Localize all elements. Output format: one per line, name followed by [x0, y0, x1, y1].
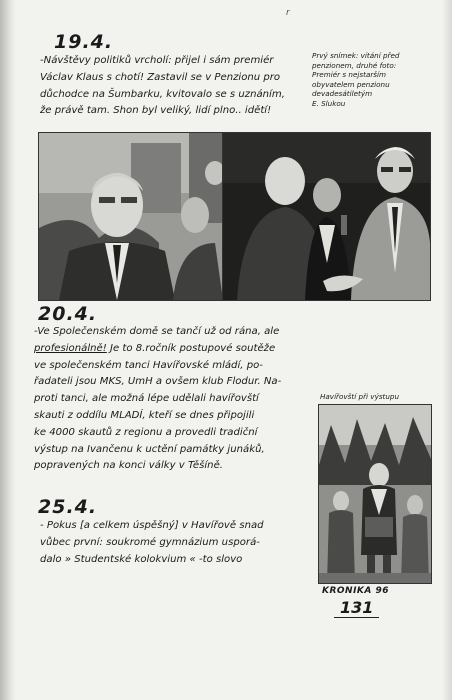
caption-line-1: Prvý snímek: vítání před	[312, 51, 400, 60]
entry-1-line-4: že právě tam. Shon byl veliký, lidí plno.. idětí!	[40, 105, 272, 117]
entry-2-line-6: skauti z oddílu MLADÍ, kteří se dnes připojili	[34, 409, 255, 421]
entry-1-line-1: -Návštěvy politiků vrcholí: přijel i sám premiér	[40, 55, 274, 66]
photo-caption-scouts	[320, 392, 399, 402]
entry-text-2	[34, 324, 314, 475]
entry-date-3: 25.4.	[38, 496, 98, 518]
photo-scouts-image	[319, 405, 431, 583]
photo-premier-image	[39, 133, 223, 300]
photo-greeting-image	[223, 133, 430, 300]
entry-date-1: 19.4.	[54, 31, 114, 53]
entry-3-line-3: dalo » Studentské kolokvium « -to slovo	[40, 553, 243, 565]
entry-2-line-5: proti tanci, ale možná lépe udělali havířovští	[34, 393, 259, 405]
caption-line-3: Premiér s nejstarším	[312, 70, 387, 80]
chronicle-label: KRONIKA 96	[322, 586, 390, 596]
entry-2-line-7: ke 4000 skautů z regionu a provedli tradiční	[34, 426, 258, 438]
entry-2-line-1: -Ve Společenském domě se tančí už od rána, ale	[34, 326, 280, 337]
entry-2-line-4: řadateli jsou MKS, UmH a ovšem klub Flodur. Na-	[34, 376, 282, 388]
corner-mark: r	[286, 8, 290, 18]
underlined-word: profesionálně!	[34, 342, 107, 354]
entry-text-1	[40, 53, 310, 120]
book-gutter-shadow	[0, 0, 16, 700]
entry-2-line-8: výstup na Ivančenu k uctění památky junáků,	[34, 443, 265, 455]
caption-line-2: penzionem, druhé foto:	[312, 60, 397, 70]
page-number: 131	[334, 598, 379, 618]
caption-scouts-text: Havířovští při výstupu	[320, 392, 400, 401]
caption-line-6: E. Slukou	[312, 98, 346, 108]
entry-1-line-2: Václav Klaus s chotí! Zastavil se v Penzionu pro	[40, 71, 281, 83]
caption-line-4: obyvatelem penzionu	[312, 79, 390, 89]
photo-caption-top	[312, 51, 399, 109]
entry-date-2: 20.4.	[38, 303, 98, 325]
entry-2-line-2-rest: Je to 8.ročník postupové soutěže	[106, 342, 276, 354]
photo-premier-portrait	[38, 132, 224, 301]
entry-2-line-9: popravených na konci války v Těšíně.	[34, 460, 223, 472]
entry-2-line-2	[34, 341, 314, 358]
entry-2-line-3: ve společenském tanci Havířovské mládí, po-	[34, 359, 263, 371]
photo-greeting-elder	[222, 132, 431, 301]
entry-text-3	[40, 518, 315, 568]
entry-3-line-1: - Pokus [a celkem úspěšný] v Havířově snad	[40, 520, 264, 531]
photo-scouts-hike	[318, 404, 432, 584]
entry-3-line-2: vůbec první: soukromé gymnázium usporá-	[40, 536, 260, 548]
page-edge	[442, 0, 452, 700]
entry-1-line-3: důchodce na Šumbarku, kvitovalo se s uznáním,	[40, 88, 285, 100]
caption-line-5: devadesátiletým	[312, 89, 373, 99]
